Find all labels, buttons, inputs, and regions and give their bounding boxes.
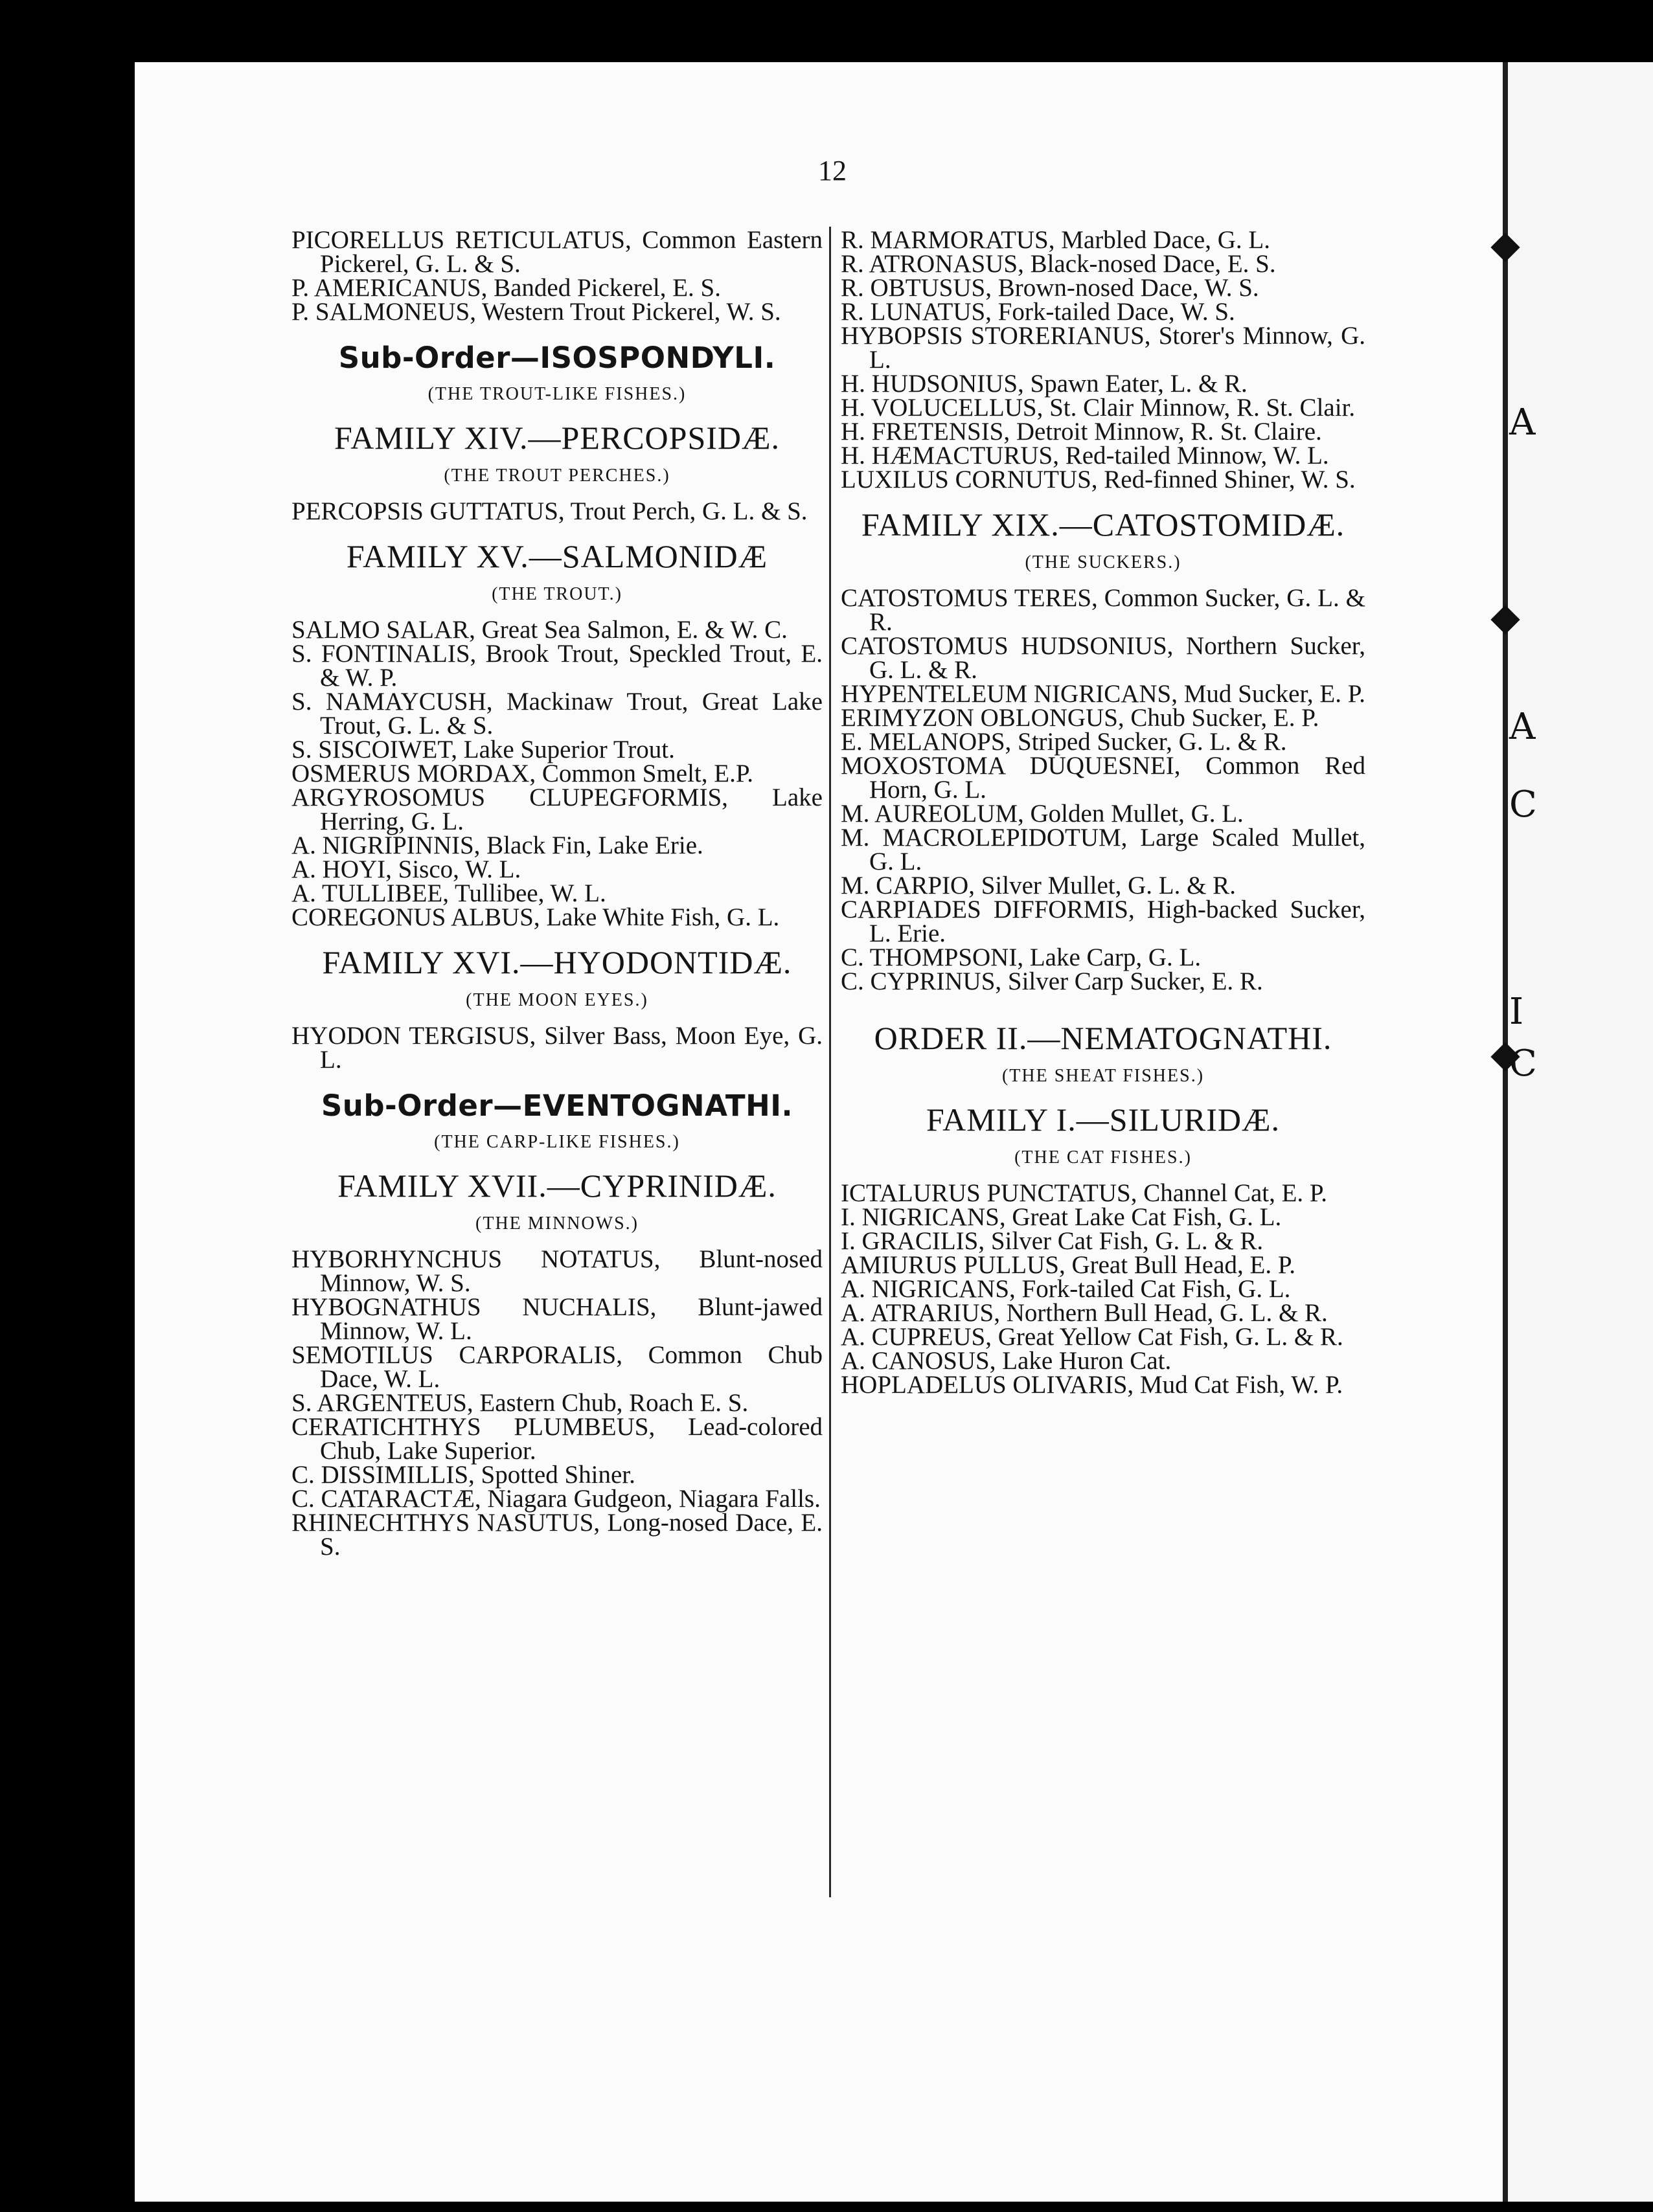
species-entry: A. NIGRICANS, Fork-tailed Cat Fish, G. L. <box>841 1275 1291 1303</box>
column-divider <box>829 227 831 1897</box>
species-entry: S. FONTINALIS, Brook Trout, Speckled Trout, E. & W. P. <box>291 640 823 692</box>
species-entry: HYODON TERGISUS, Silver Bass, Moon Eye, G. L. <box>291 1022 823 1074</box>
species-entry: H. FRETENSIS, Detroit Minnow, R. St. Claire. <box>841 418 1322 446</box>
species-entry: HYBOGNATHUS NUCHALIS, Blunt-jawed Minnow, W. L. <box>291 1293 823 1345</box>
common-name-caption: (THE SHEAT FISHES.) <box>1001 1066 1205 1086</box>
species-entry: R. ATRONASUS, Black-nosed Dace, E. S. <box>841 250 1276 278</box>
species-entry: A. NIGRIPINNIS, Black Fin, Lake Erie. <box>291 831 703 859</box>
family-heading: FAMILY XV.—SALMONIDÆ <box>346 538 768 574</box>
species-entry: ARGYROSOMUS CLUPEGFORMIS, Lake Herring, G. L. <box>291 784 823 835</box>
common-name-caption: (THE MINNOWS.) <box>475 1213 639 1234</box>
species-entry: LUXILUS CORNUTUS, Red-finned Shiner, W. S. <box>841 466 1356 493</box>
family-heading: FAMILY XIV.—PERCOPSIDÆ. <box>334 420 780 456</box>
species-entry: M. AUREOLUM, Golden Mullet, G. L. <box>841 800 1244 828</box>
edge-letter: C <box>1509 784 1537 826</box>
species-entry: R. LUNATUS, Fork-tailed Dace, W. S. <box>841 298 1235 326</box>
common-name-caption: (THE TROUT PERCHES.) <box>444 466 670 486</box>
species-entry: A. CANOSUS, Lake Huron Cat. <box>841 1347 1172 1375</box>
species-entry: HYBOPSIS STORERIANUS, Storer's Minnow, G. L. <box>841 322 1365 374</box>
family-heading: FAMILY I.—SILURIDÆ. <box>926 1101 1280 1138</box>
left-column <box>291 228 823 1559</box>
species-entry: E. MELANOPS, Striped Sucker, G. L. & R. <box>841 728 1287 756</box>
species-entry: C. CATARACTÆ, Niagara Gudgeon, Niagara Falls. <box>291 1485 821 1513</box>
species-entry: S. SISCOIWET, Lake Superior Trout. <box>291 736 675 763</box>
edge-letter: A <box>1509 706 1536 748</box>
species-entry: H. HÆMACTURUS, Red-tailed Minnow, W. L. <box>841 442 1329 469</box>
species-entry: PERCOPSIS GUTTATUS, Trout Perch, G. L. & S. <box>291 497 808 525</box>
species-entry: CATOSTOMUS TERES, Common Sucker, G. L. & R. <box>841 584 1365 636</box>
species-entry: CERATICHTHYS PLUMBEUS, Lead-colored Chub, Lake Superior. <box>291 1413 823 1465</box>
common-name-caption: (THE CARP-LIKE FISHES.) <box>434 1132 680 1152</box>
edge-letter: A <box>1509 401 1536 444</box>
species-entry: I. GRACILIS, Silver Cat Fish, G. L. & R. <box>841 1227 1264 1255</box>
common-name-caption: (THE CAT FISHES.) <box>1014 1147 1192 1168</box>
species-entry: S. ARGENTEUS, Eastern Chub, Roach E. S. <box>291 1389 749 1417</box>
family-heading: FAMILY XVI.—HYODONTIDÆ. <box>322 944 792 980</box>
species-entry: C. CYPRINUS, Silver Carp Sucker, E. R. <box>841 967 1263 995</box>
species-entry: C. THOMPSONI, Lake Carp, G. L. <box>841 943 1202 971</box>
adjacent-page-edge <box>1508 62 1653 2202</box>
species-entry: A. HOYI, Sisco, W. L. <box>291 855 521 883</box>
species-entry: ICTALURUS PUNCTATUS, Channel Cat, E. P. <box>841 1179 1328 1207</box>
species-entry: M. CARPIO, Silver Mullet, G. L. & R. <box>841 872 1236 899</box>
species-entry: SEMOTILUS CARPORALIS, Common Chub Dace, W. L. <box>291 1341 823 1393</box>
species-entry: A. CUPREUS, Great Yellow Cat Fish, G. L. & R. <box>841 1323 1343 1351</box>
right-column <box>841 228 1365 1397</box>
species-entry: R. OBTUSUS, Brown-nosed Dace, W. S. <box>841 274 1259 302</box>
suborder-heading: Sub-Order—ISOSPONDYLI. <box>338 341 776 375</box>
edge-letter: C <box>1509 1043 1537 1085</box>
species-entry: PICORELLUS RETICULATUS, Common Eastern Pickerel, G. L. & S. <box>291 226 823 278</box>
edge-letter: I <box>1509 991 1524 1033</box>
common-name-caption: (THE SUCKERS.) <box>1025 552 1181 572</box>
species-entry: CARPIADES DIFFORMIS, High-backed Sucker, L. Erie. <box>841 896 1365 947</box>
species-entry: A. ATRARIUS, Northern Bull Head, G. L. & R. <box>841 1299 1328 1327</box>
species-entry: H. HUDSONIUS, Spawn Eater, L. & R. <box>841 370 1248 398</box>
family-heading: FAMILY XVII.—CYPRINIDÆ. <box>337 1168 777 1204</box>
species-entry: H. VOLUCELLUS, St. Clair Minnow, R. St. Clair. <box>841 394 1356 422</box>
species-entry: SALMO SALAR, Great Sea Salmon, E. & W. C. <box>291 616 788 644</box>
species-entry: A. TULLIBEE, Tullibee, W. L. <box>291 879 606 907</box>
order-heading: ORDER II.—NEMATOGNATHI. <box>874 1020 1332 1056</box>
species-entry: HOPLADELUS OLIVARIS, Mud Cat Fish, W. P. <box>841 1371 1343 1399</box>
species-entry: CATOSTOMUS HUDSONIUS, Northern Sucker, G. L. & R. <box>841 632 1365 684</box>
species-entry: P. SALMONEUS, Western Trout Pickerel, W. S. <box>291 298 781 326</box>
species-entry: I. NIGRICANS, Great Lake Cat Fish, G. L. <box>841 1203 1282 1231</box>
page-number: 12 <box>818 155 847 186</box>
suborder-heading: Sub-Order—EVENTOGNATHI. <box>321 1089 793 1123</box>
species-entry: OSMERUS MORDAX, Common Smelt, E.P. <box>291 760 753 787</box>
species-entry: ERIMYZON OBLONGUS, Chub Sucker, E. P. <box>841 704 1319 732</box>
species-entry: AMIURUS PULLUS, Great Bull Head, E. P. <box>841 1251 1295 1279</box>
species-entry: COREGONUS ALBUS, Lake White Fish, G. L. <box>291 903 780 931</box>
common-name-caption: (THE TROUT-LIKE FISHES.) <box>428 384 687 404</box>
species-entry: P. AMERICANUS, Banded Pickerel, E. S. <box>291 274 721 302</box>
common-name-caption: (THE MOON EYES.) <box>466 990 648 1010</box>
common-name-caption: (THE TROUT.) <box>492 584 622 604</box>
species-entry: M. MACROLEPIDOTUM, Large Scaled Mullet, G. L. <box>841 824 1365 875</box>
species-entry: HYPENTELEUM NIGRICANS, Mud Sucker, E. P. <box>841 680 1365 708</box>
species-entry: MOXOSTOMA DUQUESNEI, Common Red Horn, G. L. <box>841 752 1365 804</box>
species-entry: HYBORHYNCHUS NOTATUS, Blunt-nosed Minnow, W. S. <box>291 1245 823 1297</box>
family-heading: FAMILY XIX.—CATOSTOMIDÆ. <box>861 506 1345 543</box>
species-entry: S. NAMAYCUSH, Mackinaw Trout, Great Lake Trout, G. L. & S. <box>291 688 823 739</box>
page-fold <box>1503 62 1508 2202</box>
species-entry: RHINECHTHYS NASUTUS, Long-nosed Dace, E. S. <box>291 1509 823 1561</box>
species-entry: C. DISSIMILLIS, Spotted Shiner. <box>291 1461 635 1489</box>
species-entry: R. MARMORATUS, Marbled Dace, G. L. <box>841 226 1270 254</box>
